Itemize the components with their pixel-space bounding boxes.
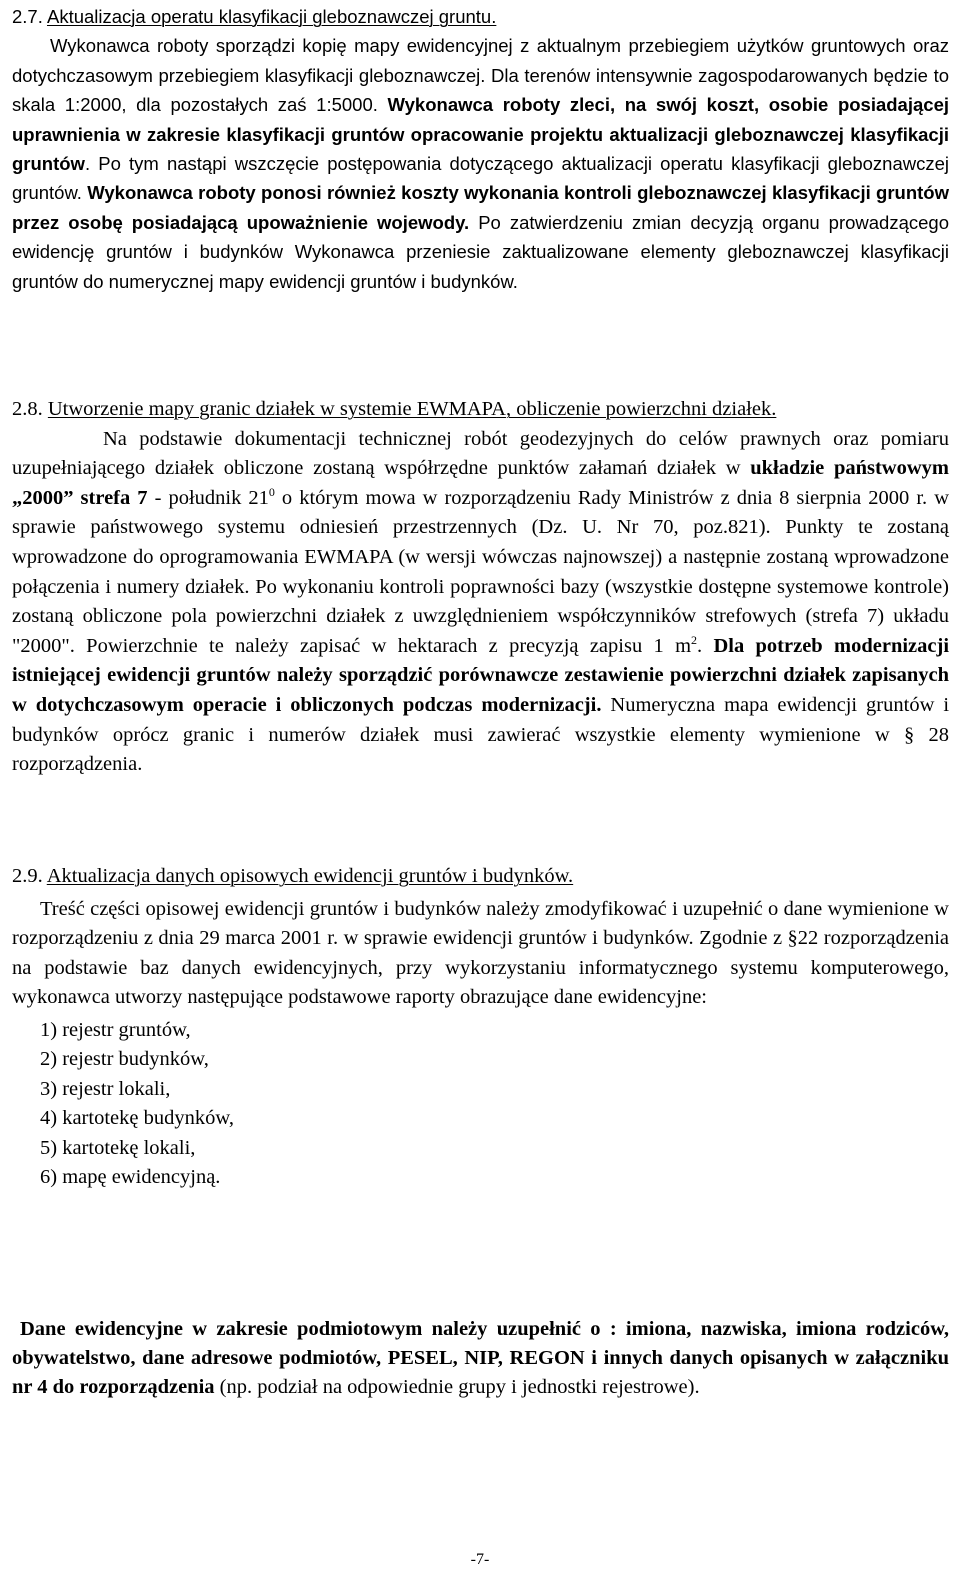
- section-number: 2.7.: [12, 6, 43, 27]
- bold-text-run: Wykonawca roboty ponosi również koszty wykonania kontroli gleboznawczej klasyfikacji gruntów przez osobę posiadającą upoważnienie wojewody.: [12, 182, 949, 233]
- bold-text-run: Wykonawca roboty zleci, na swój koszt, osobie posiadającej uprawnienia w zakresie klasyfikacji gruntów opracowanie projektu aktualizacji gleboznawczej klasyfikacji gruntów: [12, 94, 949, 175]
- list-item: 4) kartotekę budynków,: [40, 1107, 234, 1130]
- section-title: Aktualizacja operatu klasyfikacji gleboznawczej gruntu.: [46, 6, 497, 27]
- list-item: 2) rejestr budynków,: [40, 1048, 209, 1071]
- bold-text-run: układzie państwowym „2000” strefa 7: [12, 457, 949, 509]
- text-run: . Po tym nastąpi wszczęcie postępowania dotyczącego aktualizacji operatu klasyfikacji gleboznawczej gruntów.: [12, 153, 949, 204]
- superscript: 2: [691, 632, 698, 647]
- section-heading: [12, 395, 949, 425]
- section-2-8: [12, 395, 949, 780]
- section-paragraph: [12, 425, 949, 780]
- section-paragraph: [12, 31, 949, 296]
- section-heading: [12, 862, 949, 891]
- list-item: 6) mapę ewidencyjną.: [40, 1166, 221, 1189]
- list-item: 3) rejestr lokali,: [40, 1077, 171, 1100]
- text-run: Po zatwierdzeniu zmian decyzją organu prowadzącego ewidencję gruntów i budynków Wykonawca przeniesie zaktualizowane elementy gleboznawczej klasyfikacji gruntów do numerycznej mapy ewidencji gruntów i budynków.: [12, 211, 950, 292]
- superscript: 0: [268, 484, 275, 499]
- text-run: Wykonawca roboty sporządzi kopię mapy ewidencyjnej z aktualnym przebiegiem użytków gruntowych oraz dotychczasowym przebiegiem klasyfikacji gleboznawczej. Dla terenów intensywnie zagospodarowanych będzie to skala 1:2000, dla pozostałych zaś 1:5000.: [12, 35, 949, 116]
- bold-text-run: Dane ewidencyjne w zakresie podmiotowym należy uzupełnić o : imiona, nazwiska, imiona rodziców, obywatelstwo, dane adresowe podmiotów, PESEL, NIP, REGON i innych danych opisanych w załączniku nr 4 do rozporządzenia: [12, 1318, 949, 1399]
- final-paragraph: [12, 1315, 949, 1403]
- text-run: (np. podział na odpowiednie grupy i jednostki rejestrowe).: [214, 1376, 700, 1399]
- section-number: 2.9.: [12, 865, 43, 887]
- section-2-9: [12, 862, 949, 1192]
- section-2-7: [12, 2, 949, 296]
- list-item: 1) rejestr gruntów,: [40, 1019, 191, 1042]
- text-run: o którym mowa w rozporządzeniu Rady Ministrów z dnia 8 sierpnia 2000 r. w sprawie państwowego systemu odniesień przestrzennych (Dz. U. Nr 70, poz.821). Punkty te zostaną wprowadzone do oprogramowania EWMAPA (w wersji wówczas najnowszej) a następnie zostaną wprowadzone połączenia i numery działek. Po wykonaniu kontroli poprawności bazy (wszystkie dostępne systemowe kontrole) zostaną obliczone pola powierzchni działek z uwzględnieniem współczynników strefowych (strefa 7) układu "2000". Powierzchnie te należy zapisać w hektarach z precyzją zapisu 1 m: [12, 486, 950, 657]
- section-paragraph: [12, 895, 949, 1012]
- list-item: 5) kartotekę lokali,: [40, 1136, 196, 1159]
- text-run: Treść części opisowej ewidencji gruntów i budynków należy zmodyfikować i uzupełnić o dane wymienione w rozporządzeniu z dnia 29 marca 2001 r. w sprawie ewidencji gruntów i budynków. Zgodnie z §22 rozporządzenia na podstawie baz danych ewidencyjnych, przy wykorzystaniu informatycznego systemu komputerowego, wykonawca utworzy następujące podstawowe raporty obrazujące dane ewidencyjne:: [12, 898, 949, 1008]
- text-run: - południk 21: [147, 486, 269, 509]
- page-number: -7-: [470, 1551, 490, 1568]
- report-list: [12, 1016, 949, 1192]
- text-run: Na podstawie dokumentacji technicznej robót geodezyjnych do celów prawnych oraz pomiaru uzupełniającego działek obliczone zostaną współrzędne punktów załamań działek w: [12, 427, 949, 480]
- section-heading: [12, 2, 949, 31]
- bold-text-run: Dla potrzeb modernizacji istniejącej ewidencji gruntów należy sporządzić porównawcze zestawienie powierzchni działek zapisanych w dotychczasowym operacie i obliczonych podczas modernizacji.: [12, 634, 950, 716]
- section-number: 2.8.: [12, 398, 43, 420]
- text-run: .: [697, 634, 714, 657]
- section-title: Aktualizacja danych opisowych ewidencji gruntów i budynków.: [46, 865, 574, 887]
- text-run: Numeryczna mapa ewidencji gruntów i budynków oprócz granic i numerów działek musi zawierać wszystkie elementy wymienione w § 28 rozporządzenia.: [12, 693, 950, 776]
- section-title: Utworzenie mapy granic działek w systemie EWMAPA, obliczenie powierzchni działek.: [47, 398, 777, 420]
